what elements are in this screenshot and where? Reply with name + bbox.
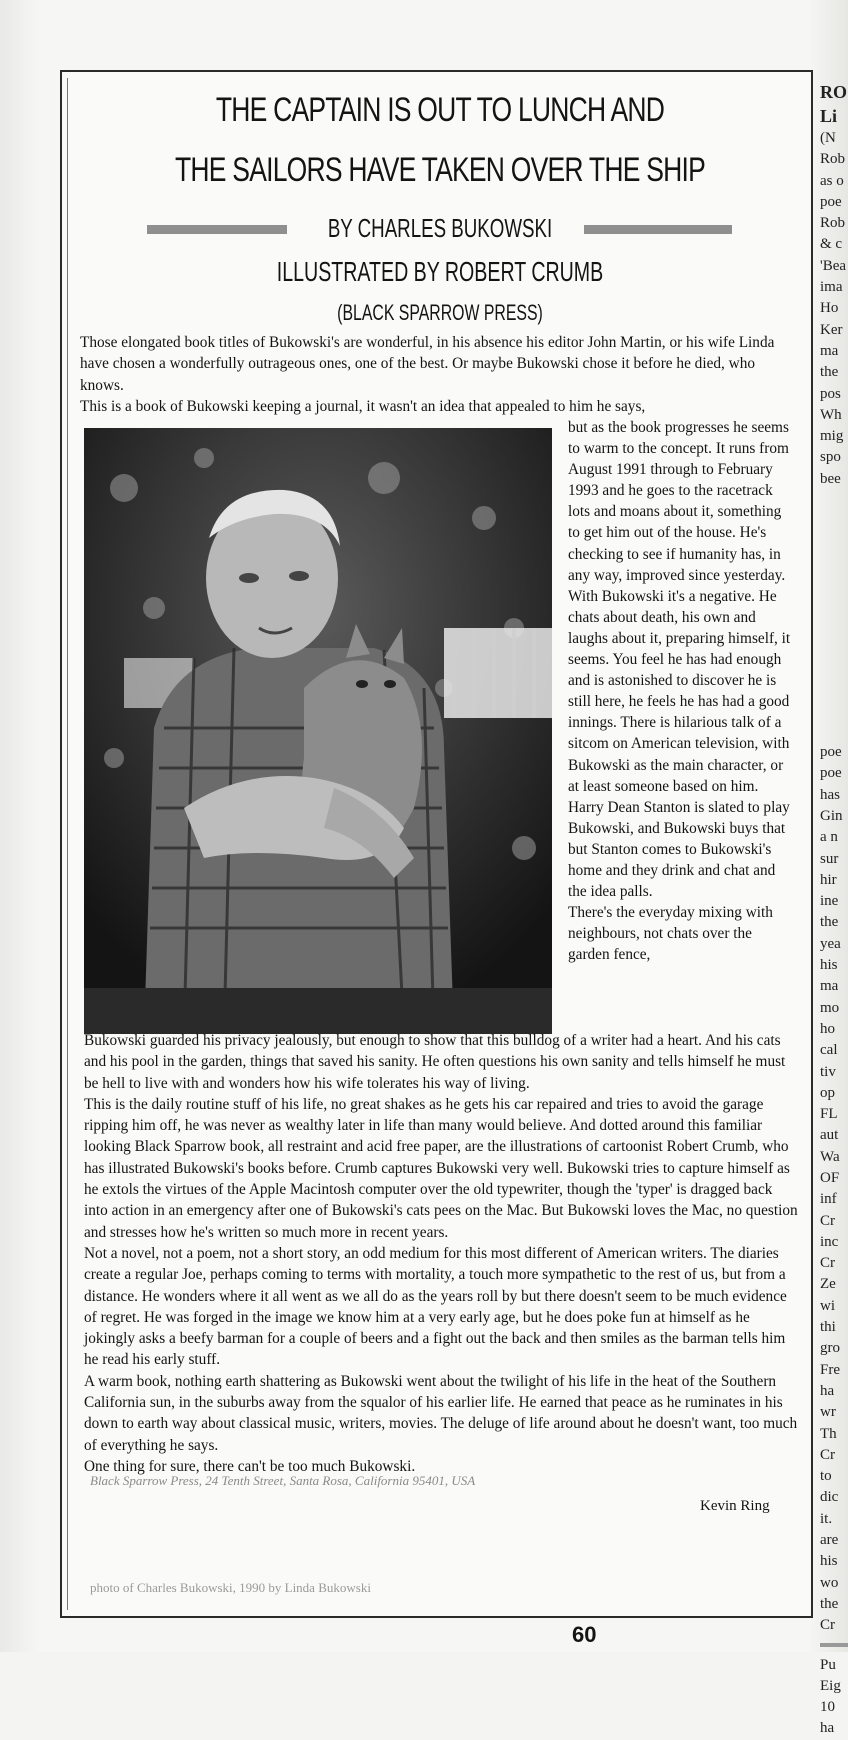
byline: BY CHARLES BUKOWSKI	[327, 213, 553, 243]
next-column-line: poe	[820, 193, 842, 210]
body-paragraph-2: This is the daily routine stuff of his life, no great shakes as he gets his car repaired and tries to avoid the garage ripping him off, he was never as wealthy later in life than many would believe. And dotted around this familiar looking Black Sparrow book, all restraint and acid free paper, are the illustrations of cartoonist Robert Crumb, who has illustrated Bukowski's books before. Crumb captures Bukowski very well. Bukowski tries to capture himself as he extols the virtues of the Apple Macintosh computer over the old typewriter, though the 'typer' is dragged back into action in an emergency after one of Bukowski's cats pees on the Mac. But Bukowski loves the Mac, no question and stresses how he's written so much more in recent years.	[84, 1095, 798, 1241]
next-column-line: Cr	[820, 1212, 835, 1229]
next-column-line: ho	[820, 1020, 835, 1037]
next-column-middle-lines	[820, 742, 848, 1636]
next-column-line: Cr	[820, 1255, 835, 1272]
next-column-line: dic	[820, 1489, 839, 1506]
next-column-line: Pu	[820, 1656, 836, 1673]
next-column-line: ima	[820, 279, 843, 296]
next-column-line: cal	[820, 1042, 838, 1059]
next-column-line: Wh	[820, 406, 842, 423]
next-column-line: wi	[820, 1297, 835, 1314]
article-title-line-2: THE SAILORS HAVE TAKEN OVER THE SHIP	[175, 151, 705, 189]
next-column-line: Fre	[820, 1361, 840, 1378]
next-column-top-lines	[820, 128, 848, 490]
photo-illustration	[84, 428, 552, 1034]
next-column-line: wr	[820, 1404, 836, 1421]
next-column-line: FL	[820, 1106, 838, 1123]
next-column-line: Rob	[820, 151, 846, 168]
byline-rule-right	[584, 225, 732, 234]
next-column-line: Ker	[820, 321, 843, 338]
next-column-line: has	[820, 786, 840, 803]
intro-paragraph: Those elongated book titles of Bukowski's are wonderful, in his absence his editor John Martin, or his wife Linda have chosen a wonderfully outrageous ones, one of the best. Or maybe Bukowski chose it before he died, who knows.	[80, 334, 775, 394]
next-column-line: as o	[820, 172, 844, 189]
next-column-line: Ze	[820, 1276, 836, 1293]
next-column-line: it.	[820, 1510, 833, 1527]
next-column-line: tiv	[820, 1063, 836, 1080]
next-column-bottom-lines	[820, 1655, 848, 1740]
next-column-line: Cr	[820, 1446, 835, 1463]
next-column-fragment	[820, 80, 848, 1740]
next-column-line: thi	[820, 1319, 836, 1336]
review-author: Kevin Ring	[700, 1498, 770, 1514]
next-column-line: yea	[820, 935, 841, 952]
next-column-line: to	[820, 1468, 832, 1485]
next-column-line: inc	[820, 1233, 839, 1250]
next-column-line: the	[820, 1595, 839, 1612]
next-column-line: ma	[820, 342, 839, 359]
next-column-line: pos	[820, 385, 841, 402]
body-paragraph-1: Bukowski guarded his privacy jealously, but enough to show that this bulldog of a writer had a heart. And his cats and his pool in the garden, things that saved his sanity. He often questions his own sanity and tells himself he must be hell to live with and wonders how his wife tolerates his way of living.	[84, 1032, 786, 1092]
next-column-heading-1: RO	[820, 82, 847, 102]
next-column-line: gro	[820, 1340, 840, 1357]
next-column-line: Ho	[820, 300, 839, 317]
next-column-line: hir	[820, 871, 837, 888]
next-column-line: the	[820, 914, 839, 931]
next-column-line: poe	[820, 744, 842, 761]
next-column-line: Cr	[820, 1617, 835, 1634]
byline-row	[80, 208, 800, 248]
next-column-line: his	[820, 1553, 838, 1570]
article-title-line-1: THE CAPTAIN IS OUT TO LUNCH AND	[215, 91, 665, 129]
next-column-line: Wa	[820, 1148, 840, 1165]
frame-inner-rule	[67, 78, 68, 1610]
publisher-credit: (BLACK SPARROW PRESS)	[337, 300, 543, 325]
next-column-rule	[820, 1643, 848, 1647]
bukowski-photo	[84, 428, 552, 1034]
next-column-line: a n	[820, 829, 838, 846]
next-column-line: mig	[820, 428, 844, 445]
side-column-text	[568, 417, 796, 965]
next-column-line: poe	[820, 765, 842, 782]
next-column-line: spo	[820, 449, 841, 466]
next-column-line: are	[820, 1532, 839, 1549]
next-column-line: bee	[820, 470, 841, 487]
next-column-line: inf	[820, 1191, 837, 1208]
next-column-line: ha	[820, 1382, 835, 1399]
article-body	[84, 1030, 800, 1477]
next-column-line: Eig	[820, 1677, 841, 1694]
body-paragraph-5: One thing for sure, there can't be too much Bukowski.	[84, 1457, 416, 1475]
next-column-line: (N	[820, 130, 836, 146]
side-column-paragraph-2: There's the everyday mixing with neighbours, not chats over the garden fence,	[568, 904, 773, 964]
next-column-line: aut	[820, 1127, 839, 1144]
next-column-line: 'Bea	[820, 257, 847, 274]
illustrator-credit: ILLUSTRATED BY ROBERT CRUMB	[276, 256, 604, 287]
next-column-line: ma	[820, 978, 839, 995]
next-column-line: ha	[820, 1720, 835, 1737]
next-column-line: & c	[820, 236, 843, 253]
next-column-line: wo	[820, 1574, 839, 1591]
next-column-line: sur	[820, 850, 839, 867]
next-column-line: his	[820, 957, 838, 974]
next-column-line: mo	[820, 999, 840, 1016]
photo-credit: photo of Charles Bukowski, 1990 by Linda Bukowski	[90, 1580, 371, 1595]
next-column-line: OF	[820, 1169, 840, 1186]
publisher-address: Black Sparrow Press, 24 Tenth Street, Santa Rosa, California 95401, USA	[90, 1473, 476, 1488]
next-column-line: op	[820, 1084, 835, 1101]
next-column-line: Th	[820, 1425, 837, 1442]
side-column-paragraph: but as the book progresses he seems to warm to the concept. It runs from August 1991 through to February 1993 and he goes to the racetrack lots and moans about it, something to get him out of the house. He's checking to see if humanity has, in any way, improved since yesterday. With Bukowski it's a negative. He chats about death, his own and laughs about it, preparing himself, it seems. You feel he has had enough and is astonished to discover he is still here, he feels he has had a good innings. There is hilarious talk of a sitcom on American television, with Bukowski as the main character, or at least someone based on him. Harry Dean Stanton is slated to play Bukowski, and Bukowski buys that but Stanton comes to Bukowski's home and they drink and chat and the idea palls.	[568, 419, 791, 901]
next-column-gap	[820, 490, 848, 742]
intro-paragraph-2: This is a book of Bukowski keeping a journal, it wasn't an idea that appealed to him he says,	[80, 398, 646, 415]
body-paragraph-3: Not a novel, not a poem, not a short story, an odd medium for this most different of American writers. The diaries create a regular Joe, perhaps coming to terms with mortality, a touch more sympathetic to the rest of us, but from a distance. He wonders where it all went as we all do as the years roll by but there doesn't seem to be much evidence of regret. He was forged in the image we know him at a very early age, but he does poke fun at himself as he jokingly asks a beefy barman for a couple of beers and a fight out the back and then smiles as the barman tells him he read his early stuff.	[84, 1244, 787, 1369]
next-column-line: the	[820, 364, 839, 381]
next-column-heading-2: Li	[820, 106, 838, 126]
body-paragraph-4: A warm book, nothing earth shattering as Bukowski went about the twilight of his life in the heat of the Southern California sun, in the suburbs away from the squalor of his earlier life. He earned that peace as he ruminates in his down to earth way about classical music, writers, movies. The deluge of life around about he doesn't want, too much of everything he says.	[84, 1372, 798, 1454]
next-column-line: 10	[820, 1699, 835, 1716]
next-column-line: ine	[820, 893, 839, 910]
page-number: 60	[572, 1622, 597, 1647]
next-column-line: Rob	[820, 215, 846, 232]
next-column-line: Gin	[820, 807, 843, 824]
